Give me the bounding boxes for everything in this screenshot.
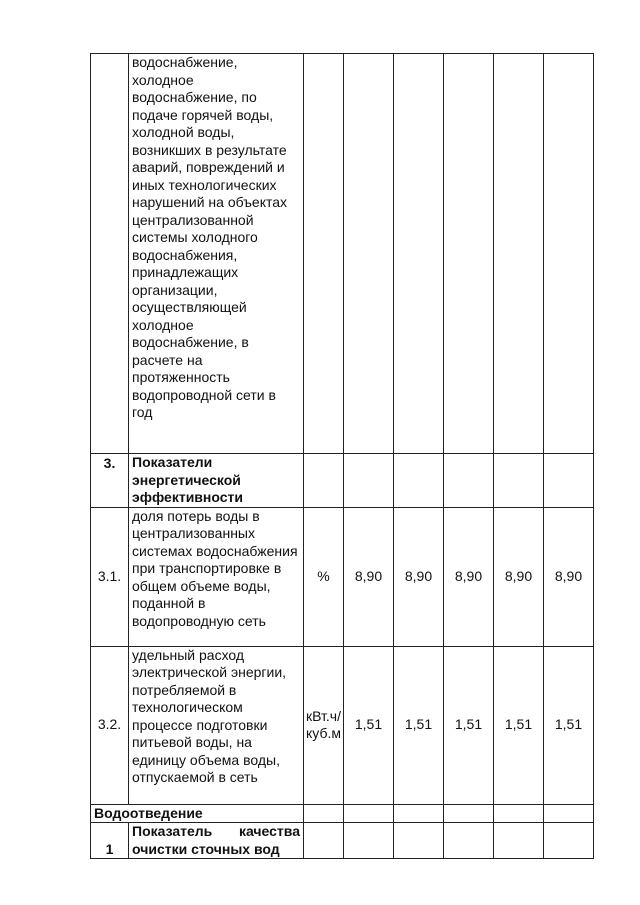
indicator-heading: Показатель качества очистки сточных вод bbox=[129, 823, 304, 859]
value-cell: 8,90 bbox=[344, 507, 394, 646]
empty-cell bbox=[394, 804, 444, 823]
value-cell bbox=[444, 454, 494, 508]
empty-cell bbox=[444, 804, 494, 823]
indicators-table bbox=[90, 53, 594, 859]
indicator-text: удельный расход электрической энергии, потребляемой в технологическом процессе подготовки питьевой воды, на единицу объема воды, отпускаемой в сеть bbox=[129, 646, 304, 804]
value-cell bbox=[544, 454, 594, 508]
value-cell bbox=[344, 54, 394, 454]
unit-cell bbox=[304, 823, 344, 859]
value-cell bbox=[444, 823, 494, 859]
value-cell bbox=[494, 54, 544, 454]
empty-cell bbox=[304, 804, 344, 823]
value-cell: 8,90 bbox=[494, 507, 544, 646]
table-row bbox=[91, 507, 594, 646]
indicator-text: водоснабжение, холодное водоснабжение, по подаче горячей воды, холодной воды, возникших в результате аварий, повреждений и иных технологических нарушений на объектах централизованной системы холодного водоснабжения, принадлежащих организации, осуществляющей холодное водоснабжение, в расчете на протяженность водопроводной сети в год bbox=[129, 54, 304, 454]
unit-cell bbox=[304, 454, 344, 508]
value-cell: 1,51 bbox=[544, 646, 594, 804]
value-cell: 1,51 bbox=[494, 646, 544, 804]
row-number bbox=[91, 54, 129, 454]
value-cell bbox=[444, 54, 494, 454]
empty-cell bbox=[494, 804, 544, 823]
unit-cell bbox=[304, 54, 344, 454]
value-cell bbox=[344, 454, 394, 508]
row-number: 1 bbox=[91, 823, 129, 859]
value-cell bbox=[394, 54, 444, 454]
empty-cell bbox=[344, 804, 394, 823]
table-row bbox=[91, 804, 594, 823]
section-heading: Показатели энергетической эффективности bbox=[129, 454, 304, 508]
value-cell: 1,51 bbox=[444, 646, 494, 804]
unit-cell: % bbox=[304, 507, 344, 646]
value-cell bbox=[394, 823, 444, 859]
row-number: 3. bbox=[91, 454, 129, 508]
value-cell bbox=[544, 823, 594, 859]
unit-cell: кВт.ч/куб.м bbox=[304, 646, 344, 804]
value-cell bbox=[344, 823, 394, 859]
row-number: 3.1. bbox=[91, 507, 129, 646]
table-row bbox=[91, 823, 594, 859]
value-cell: 8,90 bbox=[544, 507, 594, 646]
value-cell: 1,51 bbox=[394, 646, 444, 804]
table-row bbox=[91, 646, 594, 804]
value-cell: 1,51 bbox=[344, 646, 394, 804]
value-cell bbox=[494, 823, 544, 859]
table-row bbox=[91, 54, 594, 454]
empty-cell bbox=[544, 804, 594, 823]
section-title: Водоотведение bbox=[91, 804, 304, 823]
row-number: 3.2. bbox=[91, 646, 129, 804]
value-cell bbox=[394, 454, 444, 508]
table-row bbox=[91, 454, 594, 508]
value-cell bbox=[494, 454, 544, 508]
value-cell: 8,90 bbox=[394, 507, 444, 646]
value-cell: 8,90 bbox=[444, 507, 494, 646]
indicator-text: доля потерь воды в централизованных системах водоснабжения при транспортировке в общем объеме воды, поданной в водопроводную сеть bbox=[129, 507, 304, 646]
value-cell bbox=[544, 54, 594, 454]
